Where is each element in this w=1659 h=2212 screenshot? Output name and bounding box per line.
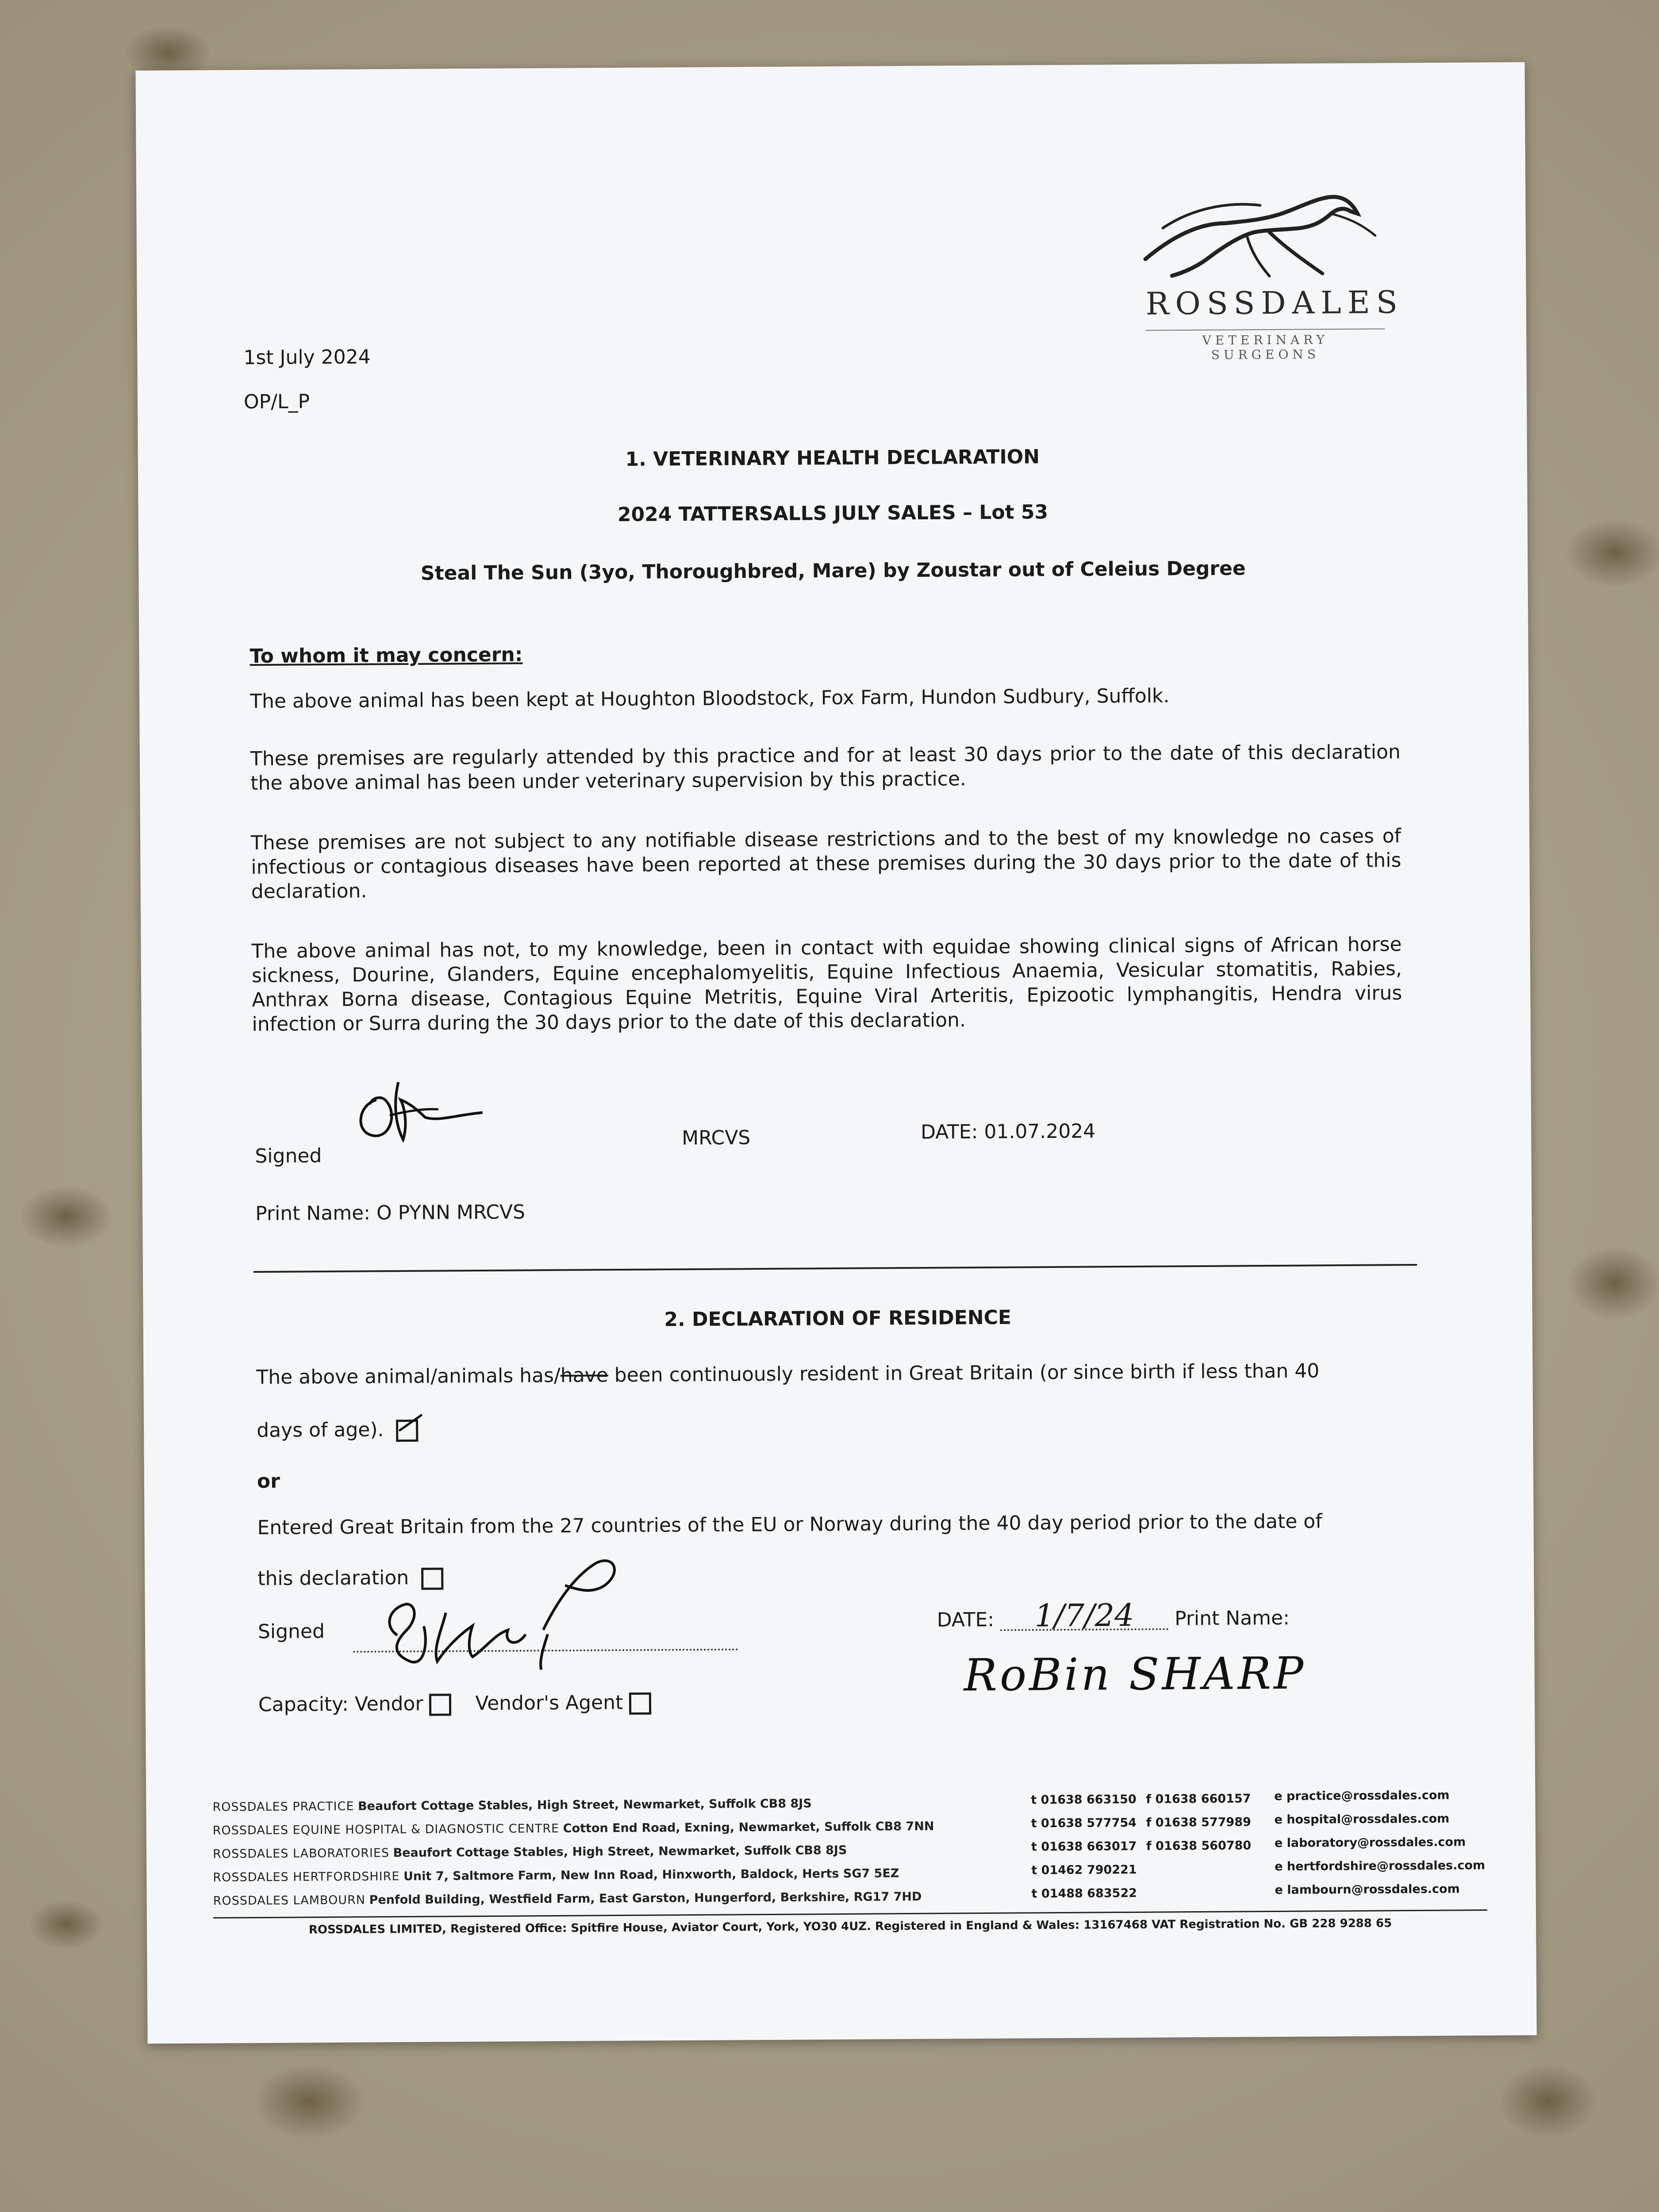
mrcvs-label: MRCVS (682, 1126, 751, 1150)
vendors-agent-checkbox[interactable] (629, 1693, 651, 1715)
capacity-row (258, 1691, 652, 1717)
salutation: To whom it may concern: (250, 643, 523, 668)
paragraph-restrictions: These premises are not subject to any notifiable disease restrictions and to the best of my knowledge no cases of infectious or contagious diseases have been reported at these premises during the 30 days prior to the date of this declaration. (250, 825, 1402, 903)
document-date: 1st July 2024 (243, 346, 371, 369)
entered-text-b: this declaration (257, 1566, 409, 1590)
email-hospital: e hospital@rossdales.com (1274, 1812, 1450, 1827)
struck-text: have (560, 1364, 608, 1387)
email-laboratory: e laboratory@rossdales.com (1274, 1835, 1466, 1850)
vet-print-name: Print Name: O PYNN MRCVS (255, 1201, 526, 1225)
section2-signed-label: Signed (257, 1620, 325, 1644)
phone-hospital: t 01638 577754 (1031, 1816, 1137, 1831)
section2-date-field (937, 1597, 1290, 1634)
capacity-label: Capacity: Vendor (258, 1692, 423, 1717)
vendors-agent-label: Vendor's Agent (475, 1691, 623, 1715)
handwritten-date: 1/7/24 (1000, 1601, 1168, 1631)
fax-hospital: f 01638 577989 (1146, 1815, 1251, 1830)
brand-name: ROSSDALES (1145, 284, 1404, 322)
fax-practice: f 01638 660157 (1146, 1792, 1251, 1806)
phone-laboratory: t 01638 663017 (1031, 1839, 1137, 1854)
section2-print-name-label: Print Name: (1174, 1606, 1290, 1630)
paragraph-contact: The above animal has not, to my knowledge, been in contact with equidae showing clinical signs of African horse sickness, Dourine, Glanders, Equine encephalomyelitis, Equine Infectious Anaemia, Vesicular stomatitis, Rabies, Anthrax Borna disease, Contagious Equine Metritis, Equine Viral Arteritis, Epizootic lymphangitis, Hendra virus infection or Surra during the 30 days prior to the date of this declaration. (251, 933, 1402, 1036)
or-label: or (257, 1470, 280, 1493)
footer-emails (1274, 1783, 1485, 1902)
residence-line-2 (257, 1418, 419, 1443)
sale-lot: 2024 TATTERSALLS JULY SALES – Lot 53 (617, 501, 1048, 526)
footer-phones (1031, 1788, 1137, 1905)
vendor-signature (357, 1545, 659, 1679)
footer-row: ROSSDALES LABORATORIES Beaufort Cottage Stables, High Street, Newmarket, Suffolk CB8 8JS (212, 1843, 847, 1861)
registered-office: ROSSDALES LIMITED, Registered Office: Spitfire House, Aviator Court, York, YO30 4UZ. Registered in England & Wales: 13167468 VAT Registration No. GB 228 9288 65 (308, 1916, 1392, 1937)
declaration-document (135, 62, 1536, 2043)
footer-row: ROSSDALES EQUINE HOSPITAL & DIAGNOSTIC CENTRE Cotton End Road, Exning, Newmarket, Suffolk CB8 7NN (212, 1819, 934, 1838)
section1-signed-label: Signed (255, 1144, 322, 1168)
section-divider (253, 1264, 1417, 1273)
residence-text-b: been continuously resident in Great Britain (or since birth if less than 40 (608, 1359, 1320, 1387)
brand-tagline: VETERINARY SURGEONS (1146, 328, 1385, 362)
footer-row: ROSSDALES PRACTICE Beaufort Cottage Stables, High Street, Newmarket, Suffolk CB8 8JS (212, 1797, 812, 1814)
vet-signature (349, 1073, 492, 1153)
tick-mark-icon (396, 1412, 426, 1439)
email-lambourn: e lambourn@rossdales.com (1275, 1882, 1460, 1897)
residence-text-a: The above animal/animals has/ (256, 1364, 561, 1389)
horse-description: Steal The Sun (3yo, Thoroughbred, Mare) by Zoustar out of Celeius Degree (420, 557, 1246, 585)
email-hertfordshire: e hertfordshire@rossdales.com (1275, 1859, 1486, 1874)
fax-laboratory: f 01638 560780 (1146, 1839, 1252, 1853)
vendor-checkbox[interactable] (429, 1694, 451, 1716)
phone-lambourn: t 01488 683522 (1031, 1886, 1137, 1901)
phone-practice: t 01638 663150 (1031, 1792, 1137, 1807)
section2-date-label: DATE: (937, 1608, 995, 1632)
residence-statement (256, 1359, 1429, 1389)
phone-hertfordshire: t 01462 790221 (1031, 1863, 1137, 1878)
section2-title: 2. DECLARATION OF RESIDENCE (664, 1306, 1012, 1331)
paragraph-supervision: These premises are regularly attended by this practice and for at least 30 days prior to the date of this declaration the above animal has been under veterinary supervision by this practice. (250, 741, 1401, 795)
footer-row: ROSSDALES HERTFORDSHIRE Unit 7, Saltmore Farm, New Inn Road, Hinxworth, Baldock, Herts SG7 5EZ (213, 1866, 899, 1885)
residence-text-c: days of age). (257, 1418, 384, 1442)
section1-title: 1. VETERINARY HEALTH DECLARATION (625, 445, 1040, 471)
footer-row: ROSSDALES LAMBOURN Penfold Building, Westfield Farm, East Garston, Hungerford, Berkshire, RG17 7HD (213, 1889, 922, 1908)
paragraph-premises: The above animal has been kept at Houghton Bloodstock, Fox Farm, Hundon Sudbury, Suffolk. (250, 684, 1170, 713)
section1-date: DATE: 01.07.2024 (920, 1120, 1096, 1144)
document-reference: OP/L_P (243, 390, 310, 414)
footer-faxes (1146, 1787, 1251, 1858)
horse-logo-icon (1136, 169, 1385, 285)
handwritten-name: RoBin SHARP (964, 1647, 1306, 1701)
email-practice: e practice@rossdales.com (1274, 1788, 1450, 1803)
footer-addresses (212, 1790, 1054, 1913)
entered-statement: Entered Great Britain from the 27 countries of the EU or Norway during the 40 day period prior to the date of (257, 1510, 1322, 1540)
resident-checkbox[interactable] (396, 1420, 418, 1442)
